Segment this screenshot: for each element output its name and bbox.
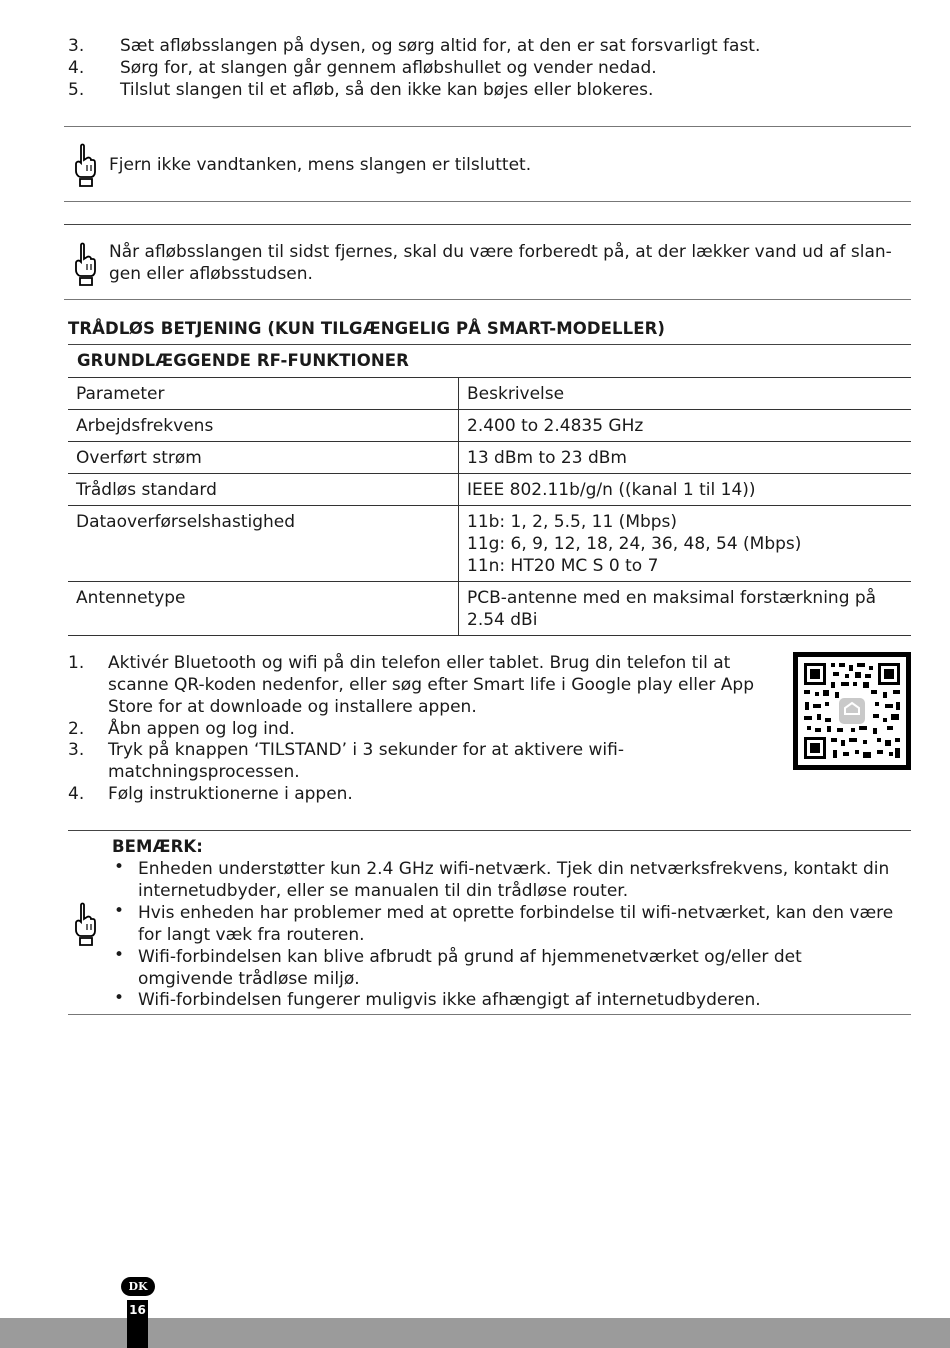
step-text: Store for at downloade og installere appen. — [108, 697, 477, 717]
pointing-hand-icon — [72, 143, 98, 187]
step-number: 3. — [68, 740, 85, 760]
table-cell-desc — [459, 582, 912, 636]
remark-text: for langt væk fra routeren. — [138, 925, 365, 945]
remark-text: Enheden understøtter kun 2.4 GHz wifi-netværk. Tjek din netværksfrekvens, kontakt din — [138, 859, 890, 879]
desc-line: 2.54 dBi — [467, 610, 538, 630]
table-row — [68, 506, 911, 582]
desc-line: 11n: HT20 MC S 0 to 7 — [467, 556, 659, 576]
note-text: Når afløbsslangen til sidst fjernes, skal du være forberedt på, at der lækker vand ud af slan- — [109, 242, 892, 262]
remark-text: Wifi-forbindelsen fungerer muligvis ikke afhængigt af internetudbyderen. — [138, 990, 761, 1010]
table-header-cell: Parameter — [68, 378, 459, 410]
desc-line: PCB-antenne med en maksimal forstærkning på — [467, 588, 877, 608]
divider — [64, 126, 911, 127]
divider — [64, 201, 911, 202]
section-title: TRÅDLØS BETJENING (KUN TILGÆNGELIG PÅ SMART-MODELLER) — [68, 319, 666, 338]
step-text: Sørg for, at slangen går gennem afløbshullet og vender nedad. — [120, 58, 657, 78]
note-text: Fjern ikke vandtanken, mens slangen er tilsluttet. — [109, 155, 532, 175]
bullet-icon: • — [114, 945, 125, 965]
desc-line: 11g: 6, 9, 12, 18, 24, 36, 48, 54 (Mbps) — [467, 534, 802, 554]
table-cell-desc: 13 dBm to 23 dBm — [459, 442, 912, 474]
pointing-hand-icon — [72, 902, 98, 946]
table-cell-param: Trådløs standard — [68, 474, 459, 506]
step-text: Tilslut slangen til et afløb, så den ikke kan bøjes eller blokeres. — [120, 80, 654, 100]
page-number-tab — [127, 1300, 148, 1348]
step-text: Sæt afløbsslangen på dysen, og sørg altid for, at den er sat forsvarligt fast. — [120, 36, 761, 56]
remark-text: Wifi-forbindelsen kan blive afbrudt på grund af hjemmenetværket og/eller det — [138, 947, 802, 967]
rf-table-title: GRUNDLÆGGENDE RF-FUNKTIONER — [77, 351, 409, 370]
step-text: scanne QR-koden nedenfor, eller søg efter Smart life i Google play eller App — [108, 675, 755, 695]
divider — [64, 299, 911, 300]
pointing-hand-icon — [72, 242, 98, 286]
remark-text: internetudbyder, eller se manualen til din trådløse router. — [138, 881, 629, 901]
note-text: gen eller afløbsstudsen. — [109, 264, 313, 284]
bullet-icon: • — [114, 988, 125, 1008]
step-number: 4. — [68, 784, 85, 804]
qr-code-icon[interactable] — [793, 652, 911, 770]
remark-text: omgivende trådløse miljø. — [138, 969, 360, 989]
bullet-icon: • — [114, 901, 125, 921]
step-number: 2. — [68, 719, 85, 739]
remark-text: Hvis enheden har problemer med at oprette forbindelse til wifi-netværket, kan den være — [138, 903, 894, 923]
step-number: 1. — [68, 653, 85, 673]
page-number: 16 — [129, 1303, 146, 1317]
table-row — [68, 410, 911, 442]
divider — [68, 1014, 911, 1015]
table-cell-param: Overført strøm — [68, 442, 459, 474]
rf-table — [68, 377, 911, 636]
step-text: Tryk på knappen ‘TILSTAND’ i 3 sekunder for at aktivere wifi- — [108, 740, 624, 760]
table-row — [68, 442, 911, 474]
table-row — [68, 582, 911, 636]
table-cell-desc: IEEE 802.11b/g/n ((kanal 1 til 14)) — [459, 474, 912, 506]
remark-title: BEMÆRK: — [112, 837, 203, 856]
table-row — [68, 474, 911, 506]
table-cell-desc: 2.400 to 2.4835 GHz — [459, 410, 912, 442]
table-cell-param: Arbejdsfrekvens — [68, 410, 459, 442]
table-cell-desc — [459, 506, 912, 582]
divider — [68, 830, 911, 831]
table-cell-param: Dataoverførselshastighed — [68, 506, 459, 582]
divider — [68, 344, 911, 345]
table-cell-param: Antennetype — [68, 582, 459, 636]
table-header-cell: Beskrivelse — [459, 378, 912, 410]
step-text: matchningsprocessen. — [108, 762, 300, 782]
step-number: 5. — [68, 80, 85, 100]
step-text: Åbn appen og log ind. — [108, 719, 295, 739]
step-text: Aktivér Bluetooth og wifi på din telefon eller tablet. Brug din telefon til at — [108, 653, 731, 673]
desc-line: 11b: 1, 2, 5.5, 11 (Mbps) — [467, 512, 678, 532]
step-text: Følg instruktionerne i appen. — [108, 784, 353, 804]
bullet-icon: • — [114, 857, 125, 877]
divider — [64, 224, 911, 225]
table-header-row — [68, 378, 911, 410]
language-badge: DK — [121, 1277, 155, 1296]
step-number: 3. — [68, 36, 85, 56]
step-number: 4. — [68, 58, 85, 78]
